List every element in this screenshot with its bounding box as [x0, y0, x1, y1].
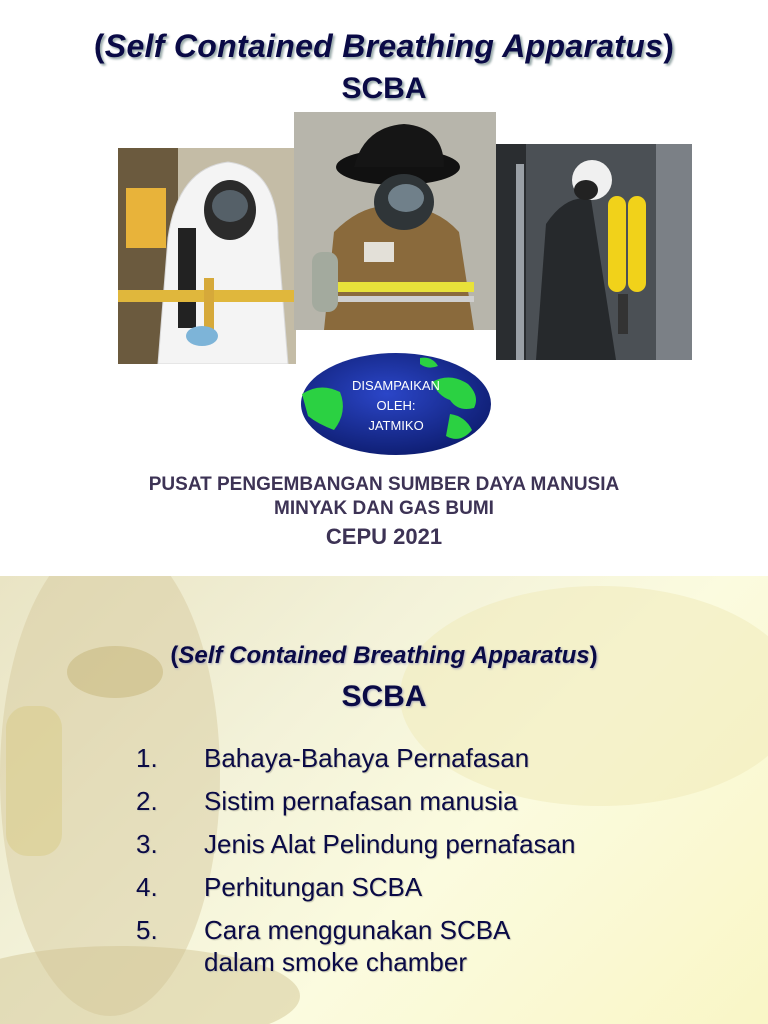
slide2-subtitle: SCBA	[341, 680, 427, 713]
hazmat-worker-photo	[118, 148, 296, 364]
slide1-subtitle: SCBA	[341, 72, 427, 105]
slide2-title	[0, 642, 768, 670]
title-open-paren: (	[93, 28, 105, 64]
item-number: 4.	[136, 872, 158, 902]
org-name-line-1: PUSAT PENGEMBANGAN SUMBER DAYA MANUSIA	[148, 474, 620, 495]
presenter-label	[300, 376, 492, 436]
presenter-line-2: OLEH:	[376, 398, 416, 413]
list-item	[136, 828, 756, 860]
agenda-slide	[0, 576, 768, 1024]
title-close-paren: )	[663, 28, 675, 64]
title-text: Self Contained Breathing Apparatus	[178, 642, 590, 669]
item-text: Bahaya-Bahaya Pernafasan	[204, 743, 530, 773]
slide1-title	[0, 28, 768, 65]
item-text: Perhitungan SCBA	[204, 872, 423, 902]
presenter-line-3: JATMIKO	[368, 418, 424, 433]
agenda-list	[136, 742, 756, 989]
list-item	[136, 785, 756, 817]
item-text: Jenis Alat Pelindung pernafasan	[204, 829, 576, 859]
firefighter-photo	[294, 112, 496, 330]
industrial-worker-photo	[496, 144, 692, 360]
org-name-line-2: MINYAK DAN GAS BUMI	[274, 498, 494, 519]
presenter-line-1: DISAMPAIKAN	[352, 378, 440, 393]
list-item	[136, 914, 756, 978]
location-year: CEPU 2021	[325, 524, 443, 549]
title-text: Self Contained Breathing Apparatus	[104, 28, 664, 64]
title-close-paren: )	[589, 642, 598, 669]
item-number: 5.	[136, 915, 158, 945]
item-text: Cara menggunakan SCBA dalam smoke chamber	[204, 915, 509, 977]
item-number: 1.	[136, 743, 158, 773]
title-open-paren: (	[170, 642, 179, 669]
list-item	[136, 871, 756, 903]
item-number: 3.	[136, 829, 158, 859]
item-text: Sistim pernafasan manusia	[204, 786, 518, 816]
item-number: 2.	[136, 786, 158, 816]
list-item	[136, 742, 756, 774]
